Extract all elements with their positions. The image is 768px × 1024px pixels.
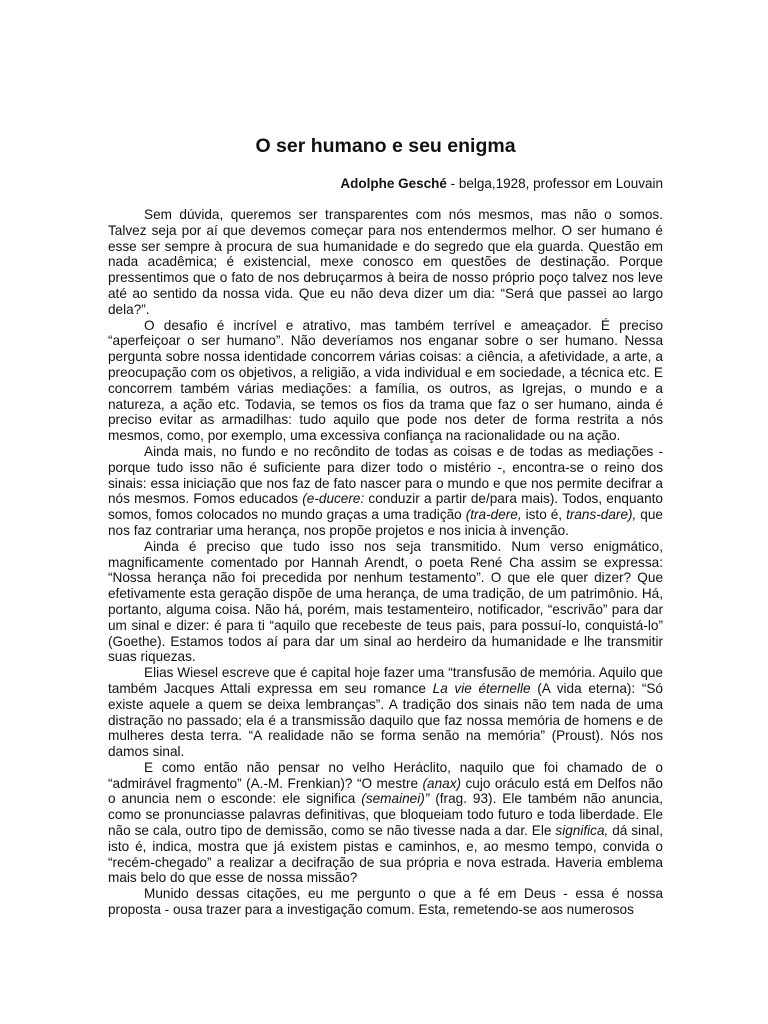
italic-text: La vie éternelle: [432, 680, 531, 696]
paragraph: [108, 318, 663, 444]
paragraph: [108, 444, 663, 539]
document-title: O ser humano e seu enigma: [255, 135, 516, 157]
text-run: isto é,: [521, 507, 567, 523]
text-run: cujo oráculo está em Delfos não o anuncia nem o esconde: ele significa: [108, 775, 663, 807]
paragraph: [108, 539, 663, 665]
italic-text: (anax): [422, 775, 462, 791]
paragraph: [108, 207, 663, 318]
text-run: que nos faz contrariar uma herança, nos propõe projetos e nos inicia à invenção.: [108, 507, 663, 538]
author-name: Adolphe Gesché: [340, 176, 447, 191]
italic-text: (e-ducere:: [302, 491, 365, 507]
text-run: conduzir a partir de/para mais). Todos, enquanto somos, fomos colocados no mundo graças a uma tradição: [108, 491, 663, 523]
text-run: O desafio é incrível e atrativo, mas também terrível e ameaçador. É preciso “aperfeiçoar o ser humano”. Não deveríamos nos enganar sobre o ser humano. Nessa pergunta sobre nossa identidade concorrem várias coisas: a ciência, a afetividade, a arte, a preocupação com os objetivos, a religião, a vida individual e em sociedade, a técnica etc. E concorrem também várias mediações: a família, os outros, as Igrejas, o mundo e a natureza, a ação etc. Todavia, se temos os fios da trama que faz o ser humano, ainda é preciso evitar as armadilhas: tudo aquilo que pode nos deter de forma restrita a nós mesmos, como, por exemplo, uma excessiva confiança na racionalidade ou na ação.: [108, 317, 663, 444]
text-run: Sem dúvida, queremos ser transparentes com nós mesmos, mas não o somos. Talvez seja por aí que devemos começar para nos entendermos melhor. O ser humano é esse ser sempre à procura de sua humanidade e do segredo que ela guarda. Questão em nada acadêmica; é existencial, mexe conosco em questões de destinação. Porque pressentimos que o fato de nos debruçarmos à beira de nosso próprio poço talvez nos leve até ao sentido da nossa vida. Que eu não deva dizer um dia: “Será que passei ao largo dela?”.: [108, 207, 663, 317]
article-body: [108, 207, 663, 918]
text-run: Ainda mais, no fundo e no recôndito de todas as coisas e de todas as mediações - porque tudo isso não é suficiente para dizer todo o mistério -, encontra-se o reino dos sinais: essa iniciação que nos faz de fato nascer para o mundo e que nos permite decifrar a nós mesmos. Fomos educados: [108, 443, 663, 507]
text-run: (frag. 93). Ele também não anuncia, como se pronunciasse palavras definitivas, que bloqueiam todo futuro e toda liberdade. Ele não se cala, outro tipo de demissão, como se não tivesse nada a dar. Ele: [108, 791, 663, 839]
italic-text: (semainei)”: [361, 791, 430, 807]
text-run: dá sinal, isto é, indica, mostra que já existem pistas e caminhos, e, ao mesmo tempo, convida o “recém-chegado” a realizar a decifração de sua própria e nova estrada. Haveria emblema mais belo do que esse de nossa missão?: [108, 823, 663, 886]
text-run: Munido dessas citações, eu me pergunto o que a fé em Deus - essa é nossa proposta - ousa trazer para a investigação comum. Esta, remetendo-se aos numerosos: [108, 886, 663, 918]
paragraph: [108, 760, 663, 886]
author-byline: [108, 176, 663, 192]
text-run: Elias Wiesel escreve que é capital hoje fazer uma “transfusão de memória. Aquilo que também Jacques Attali expressa em seu romance: [108, 665, 663, 696]
author-info: - belga,1928, professor em Louvain: [446, 176, 663, 191]
paragraph: [108, 665, 663, 760]
italic-text: trans-dare),: [566, 507, 637, 523]
text-run: (A vida eterna): “Só existe aquele a quem se deixa lembranças”. A tradição dos sinais não tem nada de uma distração no passado; ela é a transmissão daquilo que faz nossa memória de homens e de mulheres desta terra. “A realidade não se forma senão na memória” (Proust). Nós nos damos sinal.: [108, 680, 663, 760]
text-run: E como então não pensar no velho Heráclito, naquilo que foi chamado de o “admirável fragmento” (A.-M. Frenkian)? “O mestre: [108, 759, 663, 791]
italic-text: (tra-dere,: [465, 507, 522, 523]
italic-text: significa,: [555, 823, 609, 839]
text-run: Ainda é preciso que tudo isso nos seja transmitido. Num verso enigmático, magnificamente comentado por Hannah Arendt, o poeta René Cha assim se expressa: “Nossa herança não foi precedida por nenhum testamento”. O que ele quer dizer? Que efetivamente esta geração dispõe de uma herança, de uma tradição, de um patrimônio. Há, portanto, alguma coisa. Não há, porém, mais testamenteiro, notificador, “escrivão” para dar um sinal e dizer: é para ti “aquilo que recebeste de teus pais, para possuí-lo, conquistá-lo” (Goethe). Estamos todos aí para dar um sinal ao herdeiro da humanidade e lhe transmitir suas riquezas.: [108, 538, 663, 665]
paragraph: [108, 886, 663, 918]
